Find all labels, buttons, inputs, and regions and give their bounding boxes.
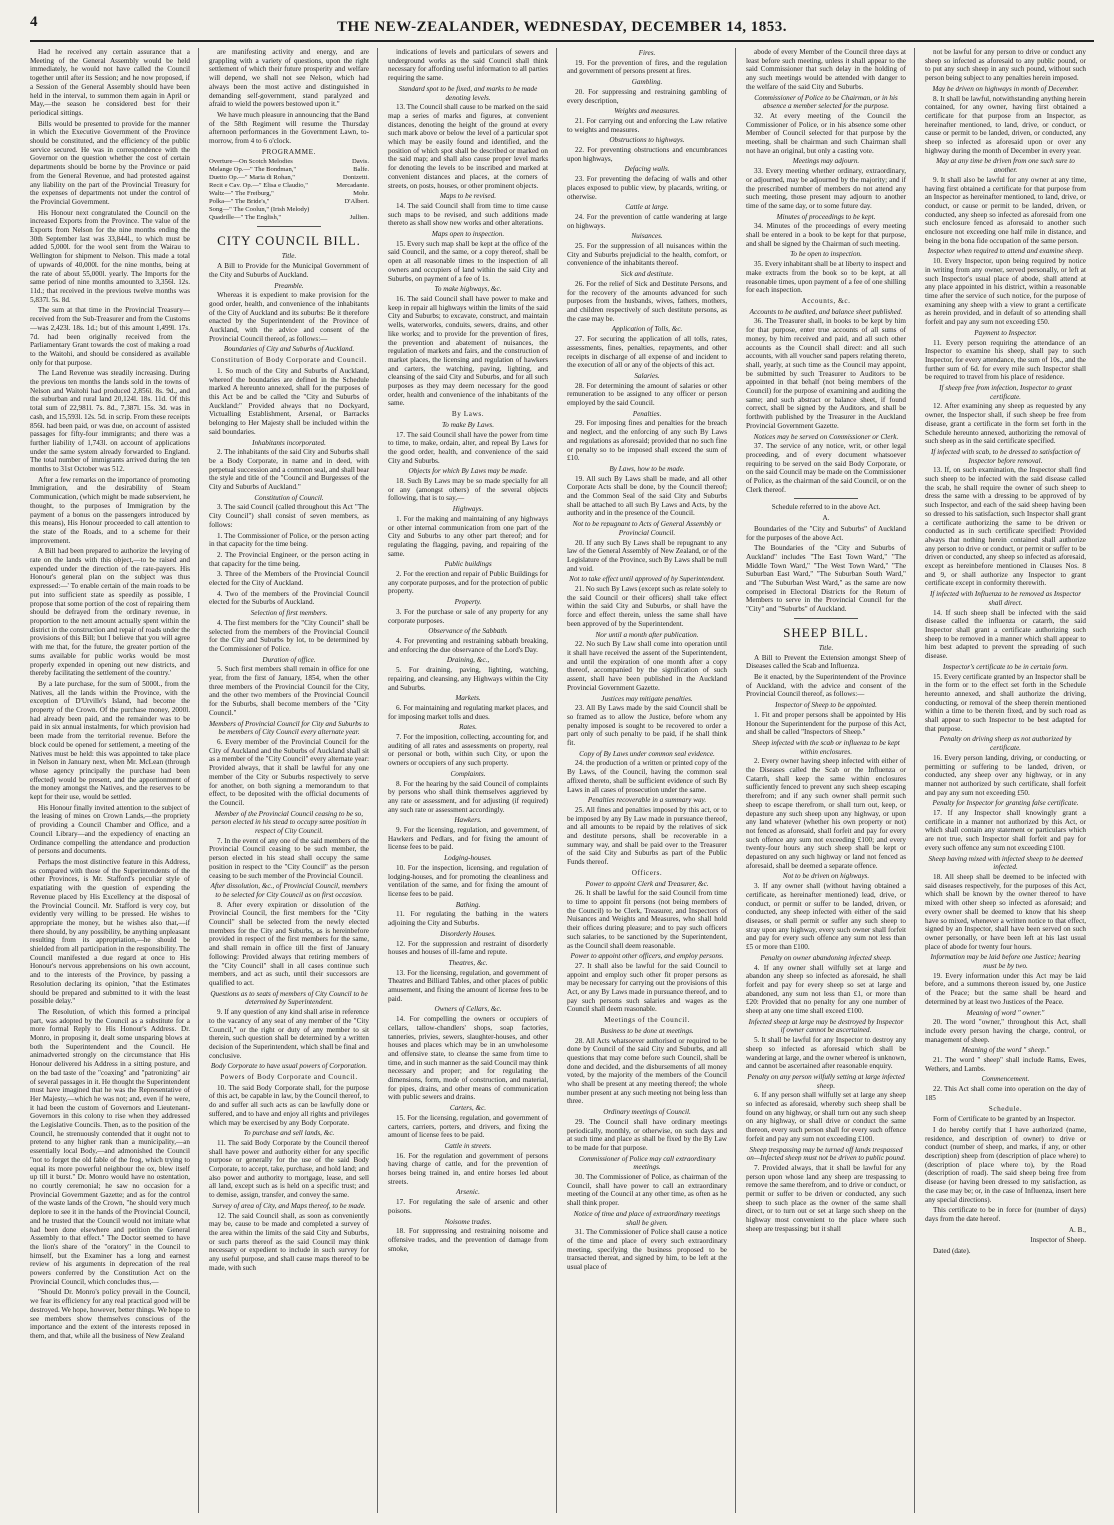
infected-label: Sheep infected with the scab or influenza to be kept within enclosures. — [752, 738, 900, 756]
bylaws-label: To make By Laws. — [441, 420, 495, 429]
sheep-section-2: 2. Every owner having sheep infected with either of the Diseases called the Scab or the Influenza or Catarrh, shall keep the same within enclosures sufficiently fenced to prevent any such sheep escaping therefrom; and if any such owner shall permit such sheep to escape therefrom, or shall turn out, keep, or depasture any such sheep upon any highway, or upon any land whatever (whether his own property or not) not fenced as aforesaid, shall forfeit and pay for every such offence any sum not exceeding £100; and every twenty-four hours any such sheep shall be kept or depastured on any such highway or land not fenced as aforesaid, shall be deemed a separate offence. — [746, 757, 906, 870]
signature-initials: A. B., — [1068, 1225, 1086, 1234]
clause-label: Owners of Cellars, &c. — [434, 1005, 502, 1014]
clause-text: 17. For regulating the sale of arsenic and other poisons. — [388, 1198, 548, 1215]
schedule-ref: Schedule referred to in the above Act. — [771, 503, 881, 512]
section-32: 32. At every meeting of the Council the Commissioner of Police, or in his absence some other Member of Council selected for that purpose by the meeting, shall be chairman and such Chairman shall not have an original, but only a casting vote. — [746, 111, 906, 155]
clause-text: 6. For maintaining and regulating market places, and for imposing market tolls and dues. — [388, 703, 548, 721]
clause-text: 10. For the inspection, licensing, and regulation of lodging-houses, and for promoting the cleanliness and ventilation of the same, and for fixing the amount of license fees to be paid. — [388, 863, 548, 898]
owner-label: Meaning of word " owner." — [966, 1008, 1045, 1017]
sheep-section-18: 18. All sheep shall be deemed to be infected with said diseases respectively, for the purposes of this Act, which shall be known by the owner thereof to have mixed with other sheep so infected as aforesaid; and every owner shall be deemed to know that his sheep have so mixed, whenever a written notice to that effect, signed by an Inspector, shall have been served on such owner personally, or have been left at his last usual place of abode for twenty four hours. — [925, 872, 1086, 951]
sheep-section-14: 14. If such sheep shall be infected with the said disease called the influenza or catarrh, the said Inspector shall grant a certificate authorizing such sheep to be removed in a manner which shall appear to him best adapted to prevent the spreading of such disease. — [925, 608, 1086, 661]
section-3-item: 3. Three of the Members of the Provincial Council elected for the City of Auckland. — [209, 570, 369, 588]
clause-label: Lodging-houses. — [444, 854, 492, 863]
section-6: 6. Every member of the Provincial Council for the City of Auckland and the Suburbs of Auckland shall sit as a member of the "City Council" every alternate year: Provided always, that it shall be lawful for any one member of the City or Suburbs respectively to serve for another, on both signing a memorandum to that effect, to be deposited with the official documents of the Council. — [209, 738, 369, 807]
section-23: 23. All By Laws made by the said Council shall be so framed as to allow the Justice, before whom any penalty imposed is sought to be recovered to order a part only of such penalty to be paid, if he shall think fit. — [567, 704, 727, 748]
programme-item — [209, 198, 369, 206]
preamble-label: Preamble. — [274, 281, 304, 290]
clause-text: 16. For the regulation and government of persons having charge of cattle, and for the prevention of horses being trained in, and entire horses led about streets. — [388, 1151, 548, 1186]
clause-text: 25. For the suppression of all nuisances within the City and Suburbs prejudicial to the health, comfort, or convenience of the inhabitants thereof. — [567, 242, 727, 268]
inspector-label: Inspector of Sheep to be appointed. — [775, 701, 877, 710]
sheep-section-7: 7. Provided always, that it shall be lawful for any person upon whose land any sheep are trespassing to remove the same therefrom, and to drive or conduct, or permit or suffer to be driven or conducted, any such sheep to such place as the owner of the same shall direct, or to turn out or set at large such sheep on the highway most convenient to the place where such sheep are trespassing; but it shall — [746, 1163, 906, 1233]
column-6 — [925, 48, 1094, 1513]
schedule-a: A. — [822, 514, 830, 523]
council-label: Constitution of Council. — [254, 493, 324, 502]
band-text-cont: are manifesting activity and energy, and are grappling with a variety of questions, upon the right settlement of which their future prosperity and welfare will depend, we shall not see Nelson, which had always been the most active and distinguished in demanding self-government, stand paralyzed and afraid to wield the powers bestowed upon it." — [209, 48, 369, 109]
section-9: 9. If any question of any kind shall arise in reference to the vacancy of any seat of any member of the "City Council," or the right or duty of any member to sit therein, such question shall be determined by a written decision of the Superintendent, which shall be final and conclusive. — [209, 1008, 369, 1060]
section-1: 1. So much of the City and Suburbs of Auckland, whereof the boundaries are defined in the Schedule marked A hereunto annexed, shall for the purposes of this Act be and be called the "City and Suburbs of Auckland:" Provided always that no Dockyard, Victualling Establishment, Arsenal, or Barracks belonging to Her Majesty shall be included within the said boundaries. — [209, 366, 369, 436]
programme-list — [209, 158, 369, 222]
sheep-section-11: 11. Every person requiring the attendance of an Inspector to examine his sheep, shall pay to such Inspector, for every attendance, the sum of 10s., and the further sum of 6d. for every mile such Inspector shall be required to travel from his place of residence. — [925, 338, 1086, 382]
programme-composer: D'Albert. — [344, 198, 369, 206]
influenza-label: If infected with Influenza to be removed as Inspector shall direct. — [929, 590, 1082, 607]
free-label: If sheep free from infection, Inspector to grant certificate. — [939, 384, 1072, 401]
clause-text: 13. For the licensing, regulation, and government of Theatres and Billiard Tables, and other places of public amusement, and fixing the amount of license fees to be paid. — [388, 968, 548, 1003]
selection-label: Selection of first members. — [250, 609, 328, 618]
abandon-label: Penalty on owner abandoning infected sheep. — [760, 953, 892, 962]
boundaries-label: Boundaries of City and Suburbs of Auckland. — [223, 345, 355, 354]
commencement-label: Commencement. — [981, 1075, 1030, 1084]
section-27: 27. It shall also be lawful for the said Council to appoint and employ such other fit proper persons as may be necessary for carrying out the provisions of this Act, or any By Laws made in pursuance thereof, and to pay such persons such salaries and wages as the Council shall deem reasonable. — [567, 961, 727, 1014]
title-label: Title. — [281, 252, 297, 261]
sheep-title: A Bill to Prevent the Extension amongst Sheep of Diseases called the Scab and Influenza. — [746, 653, 906, 671]
officers-heading: Officers. — [631, 868, 663, 877]
section-14: 14. The said Council shall from time to time cause such maps to be revised, and such additions made thereto as shall show new works and other alterations. — [388, 201, 548, 228]
bill-title-text: A Bill to Provide for the Municipal Government of the City and Suburbs of Auckland. — [209, 262, 369, 279]
clause-text: 12. For the suppression and restraint of disorderly houses and houses of ill-fame and repute. — [388, 939, 548, 957]
section-11: 11. The said Body Corporate by the Council thereof shall have power and authority either for any specific purpose or generally for the use of the said Body Corporate, to accept, take, purchase, and hold land; and also power and authority to mortgage, lease, and sell all land, except such as is held on a specific trust; and to demise, assign, transfer, and convey the same. — [209, 1138, 369, 1200]
programme-item — [209, 166, 369, 174]
section-8: 8. After every expiration or dissolution of the Provincial Council, the first members for the "City Council" shall be selected from the newly elected members for the City and Suburbs, as is hereinbefore provided in respect of the first members for the same, and shall remain in office till the first of January following: Provided always that retiring members of the "City Council" shall in all cases continue such members, and act as such, until their successors are qualified to act. — [209, 900, 369, 987]
form-text: Form of Certificate to be granted by an Inspector. — [933, 1115, 1076, 1124]
clause-text: 2. For the erection and repair of Public Buildings for any corporate purposes, and for the protection of public property. — [388, 570, 548, 596]
clause-label: Nuisances. — [631, 232, 663, 241]
clause-text: 22. For preventing obstructions and encumbrances upon highways, — [567, 146, 727, 163]
programme-composer: Mohr. — [353, 190, 369, 198]
clause-label: Gambling. — [631, 78, 663, 87]
signature-title: Inspector of Sheep. — [1030, 1236, 1086, 1245]
programme-heading: PROGRAMME. — [261, 147, 317, 156]
section-3-item: 2. The Provincial Engineer, or the person acting in that capacity for the time being. — [209, 550, 369, 568]
article-paragraph: By a late purchase, for the sum of 5000l., from the Natives, all the lands within the Province, with the exception of D'Urville's Island, had become the property of the Crown. Of the purchase money, 2000l. had already been paid, and the remainder was to be paid in six annual instalments, for which provision had been made from the territorial revenue. Before the block could be opened for settlement, a meeting of the Natives must be held: this was appointed to take place in Nelson in January next, when Mr. McLean (through whose agency principally the purchase had been effected) would be present, and the apportionment of the money amongst the Natives, and the reserves to be kept for their use, would be settled. — [30, 679, 190, 802]
programme-piece: Polka—" The Bride's," — [209, 198, 270, 206]
section-15: 15. Every such map shall be kept at the office of the said Council, and the same, or a copy thereof, shall be open at all reasonable times to the inspection of all owners and occupiers of land within the said City and Suburbs, on payment of a fee of 1s. — [388, 239, 548, 283]
clause-label: Salaries. — [634, 371, 660, 380]
masthead — [30, 14, 1094, 42]
sheep-section-7-cont: not be lawful for any person to drive or conduct any sheep so infected as aforesaid to any public pound, or to put any such sheep in any such pound, without such person being subject to any penalties herein imposed. — [925, 48, 1086, 83]
column-4 — [567, 48, 736, 1513]
city-council-bill-heading: CITY COUNCIL BILL. — [217, 233, 361, 249]
programme-composer: Davis. — [351, 158, 369, 166]
another-label: May at any time be driven from one such sure to another. — [936, 157, 1075, 175]
column-2 — [209, 48, 378, 1513]
sheep-section-1: 1. Fit and proper persons shall be appointed by His Honour the Superintendent for the purpose of this Act, and shall be called "Inspectors of Sheep." — [746, 710, 906, 737]
section-12-cont: indications of levels and particulars of sewers and underground works as the said Council shall think necessary for affording useful information to all parties requiring the same. — [388, 48, 548, 83]
clause-text: 9. For the licensing, regulation, and government, of Hawkers and Pedlars, and for fixing the amount of license fees to be paid. — [388, 826, 548, 852]
section-22: 22. No such By Law shall come into operation until it shall have received the assent of the Superintendent, and until the expiration of one month after a copy thereof, accompanied by the signification of such assent, shall have been published in the Auckland Provincial Government Gazette. — [567, 640, 727, 692]
preamble-text: Whereas it is expedient to make provision for the good order, health, and convenience of the inhabitants of the City of Auckland and its suburbs: Be it therefore enacted by the Superintendent of the Province of Auckland, with the advice and consent of the Provincial Council thereof, as follows:— — [209, 291, 369, 343]
clause-label: Defacing walls. — [624, 165, 670, 174]
sheep-section-19: 19. Every information under this Act may be laid before, and a summons thereon issued by, one Justice of the Peace; but the same shall be heard and determined by at least two Justices of the Peace. — [925, 971, 1086, 1006]
article-paragraph: A Bill had been prepared to authorize the levying of rate on the lands with this object,—to be raised and expended under the direction of the rate-payers. His Honour's general plan on the subject was thus expressed:—' To enable certain of the main roads to be put into sufficient state as speedily as possible, I propose that some portion of the cost of repairing them should be defrayed from the ordinary revenue, in proportion to the nett amount actually spent within the district in the construction and repair of roads under the provisions of this Bill; but I believe that you will agree with me that, for the future, the greater portion of the sums available for public works would be most properly expended in opening out new districts, and thereby facilitating the settlement of the country.' — [30, 547, 190, 678]
sheep-section-6: 6. If any person shall wilfully set at large any sheep so infected as aforesaid, whereby such sheep shall be found on any highway, or shall turn out any such sheep on any highway, or shall drive or conduct the same thereon, every such person shall for every such offence forfeit and pay any sum not exceeding £100. — [746, 1091, 906, 1143]
power-label: Power to appoint Clerk and Treasurer, &c. — [585, 879, 709, 888]
divider — [794, 618, 858, 619]
clause-label: Application of Tolls, &c. — [611, 325, 683, 334]
ceasing-label: Member of the Provincial Council ceasing to be so, person elected in his stead to occupy same position in respect of City Council. — [211, 809, 367, 836]
article-paragraph: His Honour finally invited attention to the subject of the leasing of mines on Crown Lands,—the propriety of providing a Council Chamber and Office, and a Council Library—and the expediency of enacting an Ordinance compelling the attendance and production of persons and documents. — [30, 803, 190, 856]
clause-label: Noisome trades. — [444, 1217, 492, 1226]
dissolution-label: After dissolution, &c., of Provincial Council, members to be selected for City Council as on first occasion. — [210, 882, 368, 899]
sheep-bill-heading: SHEEP BILL. — [783, 624, 869, 640]
how-label: By Laws, how to be made. — [609, 464, 685, 473]
article-paragraph: After a few remarks on the importance of promoting Immigration, and the desirability of Steam Communication, (which might be made subservient, he thought, to the purposes of Immigration by the payment of a bonus on the passengers introduced by this means), His Honour proceeded to call attention to the state of the Roads, and to a scheme for their improvement. — [30, 475, 190, 545]
column-1 — [30, 48, 199, 1513]
valid-label: Nor until a month after publication. — [595, 630, 699, 639]
sheep-section-13: 13. If, on such examination, the Inspector shall find such sheep to be infected with the said disease called the scab, he shall require the owner of such sheep to dress the same with a dressing to be approved of by such Inspector, and each of the said sheep having been so dressed to his satisfaction, such Inspector shall grant a certificate authorizing the same to be driven or conducted as in such certificate specified: Provided always that nothing herein contained shall authorize any person to drive or conduct, or permit or suffer to be driven or conducted, any sheep so infected as aforesaid, except as hereinbefore mentioned in Clauses Nos. 8 and 9, or shall authorize any Inspector to grant certificate except in conformity therewith. — [925, 466, 1086, 588]
audited-label: Accounts to be audited, and balance sheet published. — [749, 307, 903, 316]
december-label: May be driven on highways in month of December. — [932, 84, 1079, 93]
false-label: Penalty for Inspector for granting false certificate. — [932, 799, 1079, 808]
section-7: 7. In the event of any one of the said members of the Provincial Council ceasing to be such member, the person elected in his stead shall occupy the same position in respect to the "City Council" as the person ceasing to be such member of the Provincial Council. — [209, 836, 369, 880]
scab-label: If infected with scab, to be dressed to satisfaction of Inspector before removal. — [930, 447, 1081, 465]
clause-label: Carters, &c. — [449, 1104, 487, 1113]
article-paragraph: His Honour next congratulated the Council on the increased Exports from the Province. The value of the Exports from Nelson for the nine months ending the 30th September last was 33,844l., to which must be added 5,000l. for the wool sent from the Wairau to Wellington for shipment to Nelson. This made a total of upwards of 40,000l. for the nine months, being at the rate of about 55,000l. yearly. The Imports for the same period of nine months amounted to 3,356l. 12s. 11d.; that received in the previous twelve months was 5,837l. 5s. 8d. — [30, 208, 190, 304]
open-label: To be open to inspection. — [790, 250, 862, 259]
penalties-label: Penalties recoverable in a summary way. — [587, 796, 707, 805]
programme-piece: Song—" The Coolun," (Irish Melody) — [209, 206, 310, 214]
clause-label: Disorderly Houses. — [440, 929, 496, 938]
destroyed-label: Infected sheep at large may be destroyed by Inspector if owner cannot be ascertained. — [748, 1017, 904, 1035]
extra-label: Commissioner of Police may call extraordinary meetings. — [578, 1154, 716, 1172]
notice-label: Notice of time and place of extraordinary meetings shall be given. — [573, 1209, 721, 1227]
clause-label: Obstructions to highways. — [609, 136, 685, 145]
section-2: 2. The inhabitants of the said City and Suburbs shall be a Body Corporate, in name and in deed, with perpetual succession and a common seal, and shall bear the style and title of the "Council and Burgesses of the City and Suburbs of Auckland." — [209, 448, 369, 492]
columns — [30, 48, 1094, 1513]
clause-label: Complaints. — [450, 769, 486, 778]
section-13: 13. The Council shall cause to be marked on the said map a series of marks and figures, at convenient distances, denoting the height of the ground at every such mark above or below the level of a particular spot which may be easily found and identified, and the position of which spot shall be described or marked on the said map; and shall also cause proper level marks for denoting the levels to be inscribed and marked at convenient distances and places, at the corners of streets, on posts, houses, or other prominent objects. — [388, 103, 548, 190]
clause-label: Sick and destitute. — [620, 270, 674, 279]
column-5 — [746, 48, 915, 1513]
clause-text: 19. For the prevention of fires, and the regulation and government of persons present at fires. — [567, 58, 727, 76]
sheep-section-3: 3. If any owner shall (without having obtained a certificate, as hereinafter mentioned) lead, drive, or conduct, or permit or suffer to be landed, driven, or conducted, any sheep infected with either of the said diseases, or shall permit or suffer any such sheep to stray upon any highway, every such owner shall forfeit and pay for every such offence any sum not less than £5 or more than £100. — [746, 882, 906, 952]
certify-text: I do hereby certify that I have authorized (name, residence, and description of owner) to drive or conduct (number of sheep, and marks, if any, or other description) sheep from (description of place where) to (description of place where to), by the Road (description of road). The said sheep being free from disease (or having been dressed to my satisfaction, as the case may be; or, in the case of Influenza, insert here any special directions). — [925, 1125, 1086, 1204]
clause-label: Hawkers. — [454, 816, 482, 825]
standard-label: Standard spot to be fixed, and marks to be made denoting levels. — [398, 84, 538, 102]
section-20: 20. If any such By Laws shall be repugnant to any law of the General Assembly of New Zealand, or of the Legislature of the Province, such By Laws shall be null and void. — [567, 538, 727, 573]
programme-composer: Mercadante. — [336, 182, 369, 190]
section-19: 19. All such By Laws shall be made, and all other Corporate Acts shall be done, by the Council thereof; and the Common Seal of the said City and Suburbs shall be attached to all such By Laws and Acts, by the authority and in the presence of the Council. — [567, 474, 727, 518]
band-announcement: We have much pleasure in announcing that the Band of the 58th Regiment will resume the Thursday afternoon performances in the Government Lawn, to-morrow, from 4 to 6 o'clock. — [209, 110, 369, 146]
divider — [257, 226, 321, 227]
justices-label: Justices may mitigate penalties. — [601, 694, 693, 703]
members-label: Members of Provincial Council for City and Suburbs to be members of City Council every alternate year. — [209, 719, 369, 737]
clause-text: 24. For the prevention of cattle wandering at large on highways. — [567, 212, 727, 230]
maps-open-label: Maps open to inspection. — [431, 230, 505, 239]
sheep-section-20: 20. The word "owner," throughout this Act, shall include every person having the charge, control, or management of sheep. — [925, 1018, 1086, 1044]
programme-item — [209, 182, 369, 190]
section-10: 10. The said Body Corporate shall, for the purpose of this act, be capable in law, by the Council thereof, to do and suffer all such acts as can be lawfully done or suffered, and to have and enjoy all rights and privileges which may be exercised by any Body Corporate. — [209, 1083, 369, 1127]
section-33: 33. Every meeting whether ordinary, extraordinary, or adjourned, may be adjourned by the majority; and if the prescribed number of members do not attend any such meeting, those present may adjourn to another time of the same day, or to some future day. — [746, 167, 906, 210]
dated-text: Dated (date). — [933, 1247, 971, 1256]
clause-label: Cattle at large. — [625, 203, 669, 212]
clause-text: 8. For the hearing by the said Council of complaints by persons who shall think themselves aggrieved by any rate or assessment, and for adjusting (if required) any such rate or assessment accordingly. — [388, 779, 548, 814]
bylaws-heading: By Laws. — [451, 410, 485, 419]
section-34: 34. Minutes of the proceedings of every meeting shall be entered in a book to be kept for that purpose, and shall be signed by the Chairman of such meeting. — [746, 222, 906, 248]
notices-label: Notices may be served on Commissioner or Clerk. — [753, 432, 899, 441]
maps-revised-label: Maps to be revised. — [439, 192, 497, 201]
section-21: 21. No such By Laws (except such as relate solely to the said Council or their officers) shall take effect within the said City and Suburbs, or shall have the force and effect therein, unless the same shall have been approved of by the Superintendent. — [567, 585, 727, 628]
clause-label: Public buildings — [444, 560, 492, 569]
clause-label: Markets. — [455, 694, 481, 703]
section-24: 24. the production of a written or printed copy of the By Laws, of the Council, having the common seal affixed thereto, shall be sufficient evidence of such By Laws in all cases of prosecution under the same. — [567, 759, 727, 794]
clause-label: Cattle in streets. — [444, 1141, 492, 1150]
clause-text: 20. For suppressing and restraining gambling of every description, — [567, 87, 727, 105]
clause-text: 29. For imposing fines and penalties for the breach and neglect, and the enforcing of any such By Laws and regulations as aforesaid; provided that no such fine or penalty so to be imposed shall exceed the sum of £10. — [567, 419, 727, 463]
section-25: 25. All fines and penalties imposed by this act, or to be imposed by any By Law made in pursuance thereof, and all amounts to be repaid by the relatives of sick and destitute persons, shall be recoverable in a summary way, and shall be paid over to the Treasurer of the said City and Suburbs as part of the Public Funds thereof. — [567, 805, 727, 867]
clause-label: Rates. — [459, 723, 477, 732]
section-3-item: 4. Two of the members of the Provincial Council elected for the Suburbs of Auckland. — [209, 589, 369, 607]
clause-label: Observance of the Sabbath. — [428, 627, 508, 636]
section-4: 4. The first members for the "City Council" shall be selected from the members of the Provincial Council for the City and Suburbs by lot, to be determined by the Commissioner of Police. — [209, 618, 369, 653]
highways-label: To make highways, &c. — [434, 285, 502, 294]
clause-label: Highways. — [452, 505, 484, 514]
examine-label: Inspector when required to attend and examine sheep. — [927, 247, 1084, 256]
programme-item — [209, 206, 369, 214]
objects-label: Objects for which By Laws may be made. — [408, 467, 528, 476]
sheep-section-10: 10. Every Inspector, upon being required by notice in writing from any owner, served personally, or left at such Inspector's usual place of abode, shall attend at any place appointed in his district, within a reasonable time after the service of such notice, for the purpose of examining any sheep with a view to grant a certificate as herein provided, and in default of so attending shall forfeit and pay any sum not exceeding £50. — [925, 257, 1086, 327]
constitution-heading: Constitution of Body Corporate and Council. — [211, 356, 367, 365]
clause-text: 7. For the imposition, collecting, accounting for, and auditing of all rates and assessments on property, real or personal or both, within such City, or upon the owners or occupiers of any such property. — [388, 733, 548, 768]
minutes-label: Minutes of proceedings to be kept. — [776, 212, 876, 221]
sheep-section-12: 12. After examining any sheep as requested by any owner, the Inspector shall, if such sheep be free from disease, grant a certificate in the form set forth in the Schedule hereunto annexed, authorizing the removal of such sheep as in the said certificate specified. — [925, 402, 1086, 446]
section-18: 18. Such By Laws may be so made specially for all or any (amongst others) of the several objects following, that is to say,— — [388, 477, 548, 503]
section-26: 26. It shall be lawful for the said Council from time to time to appoint fit persons (not being members of the Council) to be Clerk, Treasurer, and Inspectors of Nuisances and Weights and Measures, who shall hold their offices during pleasure; and to pay such officers such salaries, to be sanctioned by the Superintendent, as the Council shall deem reasonable. — [567, 889, 727, 950]
programme-composer: Jullien. — [349, 214, 369, 222]
purchase-label: To purchase and sell lands, &c. — [243, 1129, 335, 1138]
clause-text: 3. For the purchase or sale of any property for any corporate purposes. — [388, 607, 548, 625]
clause-text: 15. For the licensing, regulation, and government of carters, carriers, porters, and drivers, and fixing the amount of license fees to be paid. — [388, 1113, 548, 1140]
deemed-label: Sheep having mixed with infected sheep to be deemed infected. — [928, 854, 1083, 872]
trespass-label: Sheep trespassing may be turned off lands trespassed on—Infected sheep must not be driven to public pound. — [746, 1145, 906, 1163]
highways-driven-label: Not to be driven on highways. — [782, 872, 870, 881]
survey-label: Survey of area of City, and Maps thereof, to be made. — [212, 1201, 366, 1210]
sheep-section-21: 21. The word " sheep" shall include Rams, Ewes, Wethers, and Lambs. — [925, 1056, 1086, 1073]
sheep-section-8: 8. It shall be lawful, notwithstanding anything herein contained, for any owner, having first obtained a certificate for that purpose from an Inspector, as hereinafter mentioned, to land, drive, or conduct, or cause or permit to be landed, driven, or conducted, any sheep so infected as aforesaid upon or over any highway during the month of December in every year. — [925, 94, 1086, 155]
clause-label: Theatres, &c. — [448, 958, 488, 967]
clause-text: 5. For draining, paving, lighting, watching, repairing, and cleansing, any Highways within the City and Suburbs. — [388, 666, 548, 692]
accounts-heading: Accounts, &c. — [801, 296, 851, 305]
schedule-text-1: Boundaries of the "City and Suburbs" of Auckland for the purposes of the above Act. — [746, 524, 906, 542]
clause-text: 4. For preventing and restraining sabbath breaking, and enforcing the due observance of the Lord's Day. — [388, 637, 548, 654]
meetings-heading: Meetings of the Council. — [604, 1016, 690, 1025]
clause-text: 27. For securing the application of all tolls, rates, assessments, fines, penalties, repayments, and other receipts in discharge of all expense of and incident to the execution of all or any of the objects of this act. — [567, 335, 727, 370]
section-30: 30. The Commissioner of Police, as chairman of the Council, shall have power to call an extraordinary meeting of the Council at any other time, as often as he shall think proper. — [567, 1173, 727, 1208]
bylaw-objects-list — [388, 505, 548, 1253]
programme-composer: Donizetti. — [342, 174, 369, 182]
section-16: 16. The said Council shall have power to make and keep in repair all highways within the limits of the said City and Suburbs; to excavate, construct, and maintain wells, waterworks, conduits, sewers, drains, and other like works; and to provide for the prevention of fires, the prevention and abatement of nuisances, the regulation of markets and fairs, and the construction of market places, the licensing and regulation of hawkers and carters, the watching, paving, lighting, and cleansing of the said City and Suburbs, and for all such purposes as they may deem necessary for the good order, health and convenience of the inhabitants of the same. — [388, 294, 548, 408]
column-3 — [388, 48, 557, 1513]
article-paragraph: "Should Dr. Monro's policy prevail in the Council, we fear its efficiency for any real practical good will be destroyed. We hope, however, better things. We hope to see members show themselves conscious of the importance and the extent of the interests reposed in them, and that, while all the business of New Zealand — [30, 1288, 190, 1340]
clause-text: 23. For preventing the defacing of walls and other places exposed to public view, by placards, writing, or otherwise. — [567, 175, 727, 201]
penalty-cert-label: Penalty on driving sheep as not authorized by certificate. — [939, 735, 1072, 753]
sheep-section-17: 17. If any Inspector shall knowingly grant a certificate in a manner not authorized by this Act, or which shall contain any statement or particulars which are not true, such Inspector shall forfeit and pay for every such offence any sum not exceeding £100. — [925, 809, 1086, 852]
clause-label: Bathing. — [455, 900, 481, 909]
clause-label: Weights and measures. — [614, 107, 680, 116]
section-35: 35. Every inhabitant shall be at liberty to inspect and make extracts from the book so to be kept, at all reasonable times, upon payment of a fee of one shilling for each inspection. — [746, 260, 906, 295]
clause-text: 28. For determining the amount of salaries or other remuneration to be assigned to any officer or person employed by the said Council. — [567, 381, 727, 408]
page-number: 4 — [30, 14, 38, 30]
section-3-item: 1. The Commissioner of Police, or the person acting in that capacity for the time being. — [209, 531, 369, 549]
article-paragraph: The Resolution, of which this formed a principal part, was adopted by the Council as a substitute for a more formal Reply to His Honour's Address. Dr. Monro, in proposing it, dealt some unsparing blows at both the Superintendent and the Council. He animadverted strongly on the circumstance that His Honour delivered his Address in a sitting posture, and on the bad taste of the "coaxing" and "patronizing" air of several passages in it. He thought the Superintendent must have imagined that he was the Representative of Her Majesty,—which he was not; and, even if he were, it had been the custom of Governors and Lieutenant-Governors in this colony to rise when they addressed the Legislative Councils. Then, as to the position of the Council, he strenuously contended that it ought not to pretend to any higher rank than a municipality,—an essentially local Body,—and admonished the Council "not to forget the old fable of the frog, which trying to equal its more powerful neighbour the ox, blew itself up till it burst." Dr. Monro would have no ostentation, no courtly ceremonial; he saw no occasion for a Provincial Government Gazette; and as for the control of the waste lands of the Crown, "he should very much deplore to see it in the hands of the Provincial Council, and he trusted that the Council would not imitate what had been done elsewhere and petition the General Assembly to that effect." The Doctor seemed to have the lion's share of the "oratory" in the Council to himself, but the Examiner has a long and earnest review of his arguments in deprecation of the real powers conferred by the Constitution Act on the Provincial Council, which concludes thus,— — [30, 1007, 190, 1286]
section-5: 5. Such first members shall remain in office for one year, from the first of January, 1854, when the other three members of the Provincial Council for the City, and the other two members of the Provincial Council for the Suburbs, shall become members of the "City Council." — [209, 665, 369, 717]
section-37: 37. The service of any notice, writ, or other legal proceeding, and of every document whatsoever requiring to be served on the said Body Corporate, or on the said Council may be made on the Commissioner of Police, as the chairman of the said Council, or on the Clerk thereof. — [746, 442, 906, 494]
article-paragraph: Bills would be presented to provide for the manner in which the Executive Government of the Province should be constituted, and the efficiency of the public service secured. He was in correspondence with the Governor on the question whether the cost of certain departments should be borne by the Province or paid from the General Revenue, and had protested against any liability on the part of the Provincial Treasury for the expenses of departments not under the control of the Provincial Government. — [30, 119, 190, 206]
section-3: 3. The said Council (called throughout this Act "The City Council") shall consist of seven members, as follows: — [209, 503, 369, 529]
clause-text: 21. For carrying out and enforcing the Law relative to weights and measures. — [567, 116, 727, 134]
programme-piece: Melange Op.—" The Bondman," — [209, 166, 297, 174]
divider — [794, 498, 858, 499]
sheep-section-5: 5. It shall be lawful for any Inspector to destroy any sheep so infected as aforesaid which shall be wandering at large, and the owner whereof is unknown, and cannot be ascertained after reasonable enquiry. — [746, 1036, 906, 1071]
copy-label: Copy of By Laws under common seal evidence. — [579, 749, 715, 758]
masthead-title: THE NEW-ZEALANDER, WEDNESDAY, DECEMBER 14, 1853. — [336, 18, 788, 35]
section-31-cont: abode of every Member of the Council three days at least before such meeting, unless it shall appear to the said Commissioner that such delay in the holding of any such meetings would be attended with danger to the welfare of the said City and Suburbs. — [746, 48, 906, 91]
programme-item — [209, 214, 369, 222]
clause-text: 11. For regulating the bathing in the waters adjoining the City and Suburbs. — [388, 910, 548, 928]
business-label: Business to be done at meetings. — [600, 1026, 694, 1035]
programme-item — [209, 190, 369, 198]
clause-label: Property. — [454, 598, 482, 607]
wilfully-label: Penalty on any person wilfully setting at large infected sheep. — [747, 1072, 905, 1090]
sheep-section-4: 4. If any owner shall wilfully set at large and abandon any sheep so infected as aforesaid, he shall forfeit and pay for every sheep so set at large and abandoned, any sum not less than £1, or more than £20: Provided that no penalty for any one number of sheep at any one time shall exceed £100. — [746, 963, 906, 1016]
sheep-section-15: 15. Every certificate granted by an Inspector shall be in the form or to the effect set forth in the Schedule hereunto annexed, and shall authorize the driving, conducting, or removal of the sheep therein mentioned within a time to be therein fixed, and by such road as shall appear to such Inspector to be best adapted for that purpose. — [925, 672, 1086, 733]
schedule-text-2: The Boundaries of the "City and Suburbs of Auckland" includes "The East Town Ward," "The Middle Town Ward," "The West Town Ward," "The Suburban East Ward," "The Suburban South Ward," and "The Suburban West Ward," as the same are now comprised in Electoral Districts for the Return of Members to serve in the Provincial Council for the "City" and "Suburbs" of Auckland. — [746, 544, 906, 614]
section-29: 29. The Council shall have ordinary meetings periodically, monthly, or otherwise, on such days and at such time and place as shall be fixed by the By Law to be made for that purpose. — [567, 1117, 727, 1152]
certain-label: Inspector's certificate to be in certain form. — [942, 662, 1069, 671]
sheep-enact: Be it enacted, by the Superintendent of the Province of Auckland, with the advice and consent of the Provincial Council thereof, as follows:— — [746, 673, 906, 699]
clause-text: 1. For the making and maintaining of any highways or other internal communication from one part of the City and Suburbs to any other part thereof; and for regulating the flagging, paving, and repairing of the same. — [388, 514, 548, 558]
justice-label: Information may be laid before one Justice; hearing must be by two. — [930, 953, 1081, 971]
repugnant-label: Not to be repugnant to Acts of General Assembly or Provincial Council. — [572, 520, 722, 537]
clause-text: 26. For the relief of Sick and Destitute Persons, and for the recovery of the amounts advanced for such purposes from the husbands, wives, fathers, mothers, and children respectively of such destitute persons, as the case may be. — [567, 279, 727, 323]
ordinary-label: Ordinary meetings of Council. — [603, 1108, 691, 1117]
clause-text: 14. For compelling the owners or occupiers of cellars, tallow-chandlers' shops, soap factories, tanneries, privies, sewers, slaughter-houses, and other houses and places which may be in an unwholesome and offensive state, to cleanse the same from time to time, and in such manner as the said Council may think necessary and proper; and for regulating the dimensions, form, mode of construction, and material, for pipes, drains, and other means of communication with public sewers and drains. — [388, 1015, 548, 1102]
programme-composer: Balfe. — [353, 166, 369, 174]
sheep-section-22: 22. This Act shall come into operation on the day of 185 — [925, 1085, 1086, 1102]
inhabitants-label: Inhabitants incorporated. — [252, 438, 326, 447]
powers-label: Body Corporate to have usual powers of Corporation. — [210, 1062, 368, 1071]
programme-piece: Duetto Op.—" Maria di Rohan," — [209, 174, 295, 182]
clause-label: Draining, &c., — [446, 656, 490, 665]
article-paragraph: The sum at that time in the Provincial Treasury—received from the Sub-Treasurer and from the Customs—was 2,423l. 18s. 1d.; but of this amount 1,499l. 17s. 7d. had been originally received from the Parliamentary Grant towards the cost of making a road to the Waitohi, and should be considered as available only for that purpose. — [30, 306, 190, 367]
other-officers-label: Power to appoint other officers, and employ persons. — [570, 952, 724, 961]
clause-label: Penalties. — [632, 409, 662, 418]
sheep-section-16: 16. Every person landing, driving, or conducting, or permitting or suffering to be landed, driven, or conducted, any sheep over any highway, or in any manner not authorized by such certificate, shall forfeit and pay any sum not exceeding £50. — [925, 753, 1086, 797]
sheep-title-label: Title. — [818, 643, 834, 652]
article-paragraph: Perhaps the most distinctive feature in this Address, as compared with those of the Superintendents of the other Provinces, is Mr. Stafford's peculiar style of expatiating with the question of expending the Revenue placed by His Excellency at the disposal of the Provincial Council. Mr. Stafford is very coy, but evidently very willing to be pressed. He wishes to appropriate the money, but he wishes also that,—if there should, by any possibility, be anything unpleasant resulting from its appropriation,—he should be shielded from all participation in the responsibility. The Council manifested a due regard at once to His Honour's nervous apprehensions on his own account, and to the interests of the Province, by passing a Resolution declaring its opinion, "that the Estimates should be prepared and submitted to it with the least possible delay." — [30, 857, 190, 1006]
questions-label: Questions as to seats of members of City Council to be determined by Superintendent. — [210, 989, 368, 1007]
absence-label: Commissioner of Police to be Chairman, or in his absence a member selected for the purpose. — [754, 93, 898, 111]
sheep-section-9: 9. It shall also be lawful for any owner at any time, having first obtained a certificate for that purpose from an Inspector as hereinafter mentioned, to land, drive, or conduct, or cause or permit to be landed, driven, or conducted, any sheep so infected as aforesaid from one such enclosure fenced as aforesaid to another such enclosure not exceeding one half mile in distance, and being in the bona fide occupation of the same person. — [925, 175, 1086, 245]
programme-item — [209, 158, 369, 166]
section-31: 31. The Commissioner of Police shall cause a notice of the time and place of every such extraordinary meeting, specifying the business proposed to be transacted thereat, and signed by him, to be left at the usual place of — [567, 1228, 727, 1272]
section-12: 12. The said Council shall, as soon as conveniently may be, cause to be made and completed a survey of the area within the limits of the said City and Suburbs, or such parts thereof as the said Council may think necessary or expedient to include in such survey for any useful purpose, and shall cause maps thereof to be made, with such — [209, 1211, 369, 1272]
programme-piece: Quadrille—" The English," — [209, 214, 282, 222]
payment-label: Payment to Inspector. — [974, 328, 1037, 337]
programme-piece: Overture—On Scotch Melodies — [209, 158, 293, 166]
programme-piece: Recit e Cav. Op.—" Elisa e Claudio," — [209, 182, 308, 190]
duration-label: Duration of office. — [262, 655, 316, 664]
clause-label: Fires. — [638, 49, 656, 57]
section-36: 36. The Treasurer shall, in books to be kept by him for that purpose, enter true accounts of all sums of money, by him received and paid, and all such other accounts as the Council shall direct: and all such accounts, with all voucher sand papers relating thereto, shall, yearly, at such time as the Council may appoint, be submitted by such Treasurer to Auditors to be appointed in that behalf (not being members of the Council) for the purpose of examining and auditing the same; and such abstract or balance sheet, if found correct, shall be signed by the Auditors, and shall be forthwith published by the Treasurer in the Auckland Provincial Government Gazette. — [746, 317, 906, 430]
bylaw-objects-list-cont — [567, 49, 727, 463]
clause-label: Arsenic. — [456, 1188, 480, 1197]
section-17: 17. The said Council shall have the power from time to time, to make, ordain, alter, and repeal By Laws for the good order, health, and convenience of the said City and Suburbs. — [388, 430, 548, 465]
powers-heading: Powers of Body Corporate and Council. — [220, 1073, 358, 1082]
schedule-heading: Schedule. — [988, 1104, 1023, 1113]
notake-label: Not to take effect until approved of by Superintendent. — [569, 575, 725, 584]
article-paragraph: The Land Revenue was steadily increasing. During the previous ten months the lands sold in the towns of Nelson and Waitohi had produced 2,856l. 8s. 9d., and the suburban and rural land 20,124l. 18s. 11d. Of this total sum of 22,981l. 7s. 8d., 7,387l. 15s. 3d. was in cash, and 15,593l. 12s. 5d. in scrip. From these receipts 856l. had been paid, or was due, on account of assisted passages for fifty-four immigrants; and there was a further liability of 1,743l. on account of applications under the same system already forwarded to England. The total number of immigrants arrived during the ten months to 31st October was 512. — [30, 369, 190, 474]
programme-piece: Waltz—" The Freiburg," — [209, 190, 274, 198]
adjourn-label: Meetings may adjourn. — [792, 157, 860, 166]
programme-item — [209, 174, 369, 182]
section-28: 28. All Acts whatsoever authorised or required to be done by Council of the said City and Suburbs, and all questions that may come before such Council, shall be done and decided, and the disbursements of all money voted, by the majority of the members of the Council who shall be present at any meeting thereof; the whole number present at any such meeting not being less than three. — [567, 1036, 727, 1106]
clause-text: 18. For suppressing and restraining noisome and offensive trades, and the prevention of damage from smoke, — [388, 1227, 548, 1253]
force-text: This certificate to be in force for (number of days) days from the date hereof. — [925, 1206, 1086, 1223]
article-paragraph: Had he received any certain assurance that a Meeting of the General Assembly would be held immediately, he would not have called the Council together until after its Session; and he now proposed, if a Session of the General Assembly should have been held in the interval, to summon them again in April or May,—the season he considered best for their periodical sittings. — [30, 48, 190, 117]
sheep-word-label: Meaning of the word " sheep." — [961, 1046, 1050, 1055]
